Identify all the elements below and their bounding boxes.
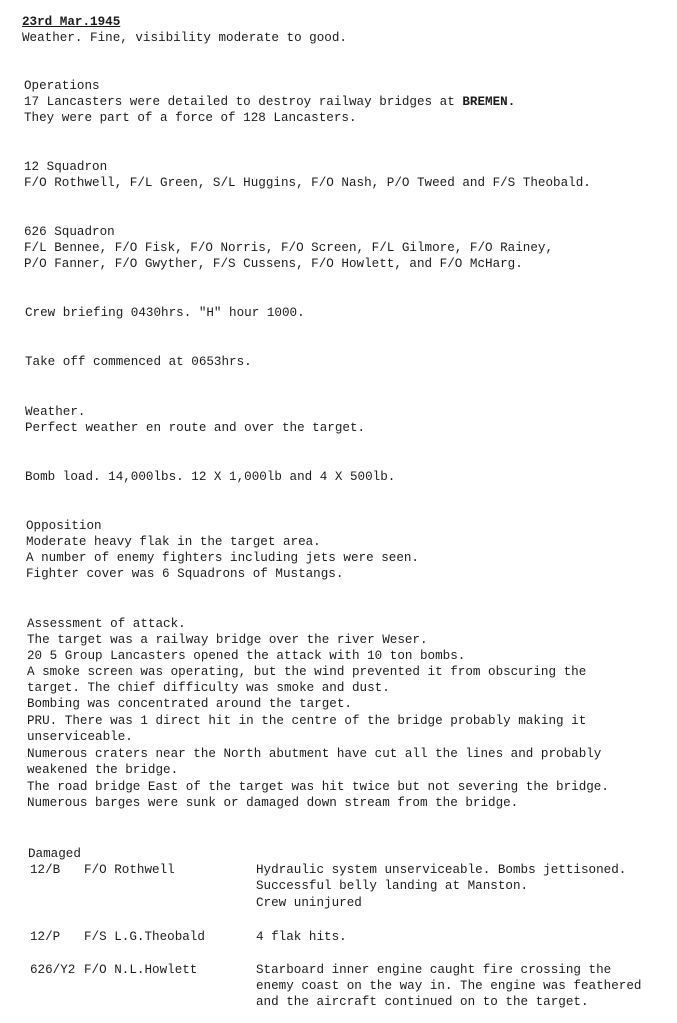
crew-briefing: Crew briefing 0430hrs. "H" hour 1000.	[25, 306, 305, 320]
assessment-line: 20 5 Group Lancasters opened the attack with 10 ton bombs.	[27, 649, 466, 663]
crew-name: F/S L.G.Theobald	[84, 930, 205, 944]
assessment-line: PRU. There was 1 direct hit in the centre of the bridge probably making it	[27, 714, 587, 728]
bomb-load: Bomb load. 14,000lbs. 12 X 1,000lb and 4 X 500lb.	[25, 470, 396, 484]
weather-detail: Perfect weather en route and over the target.	[25, 421, 366, 435]
weather-heading: Weather.	[25, 405, 86, 419]
operations-line-2: They were part of a force of 128 Lancasters.	[24, 111, 357, 125]
damage-note: Crew uninjured	[256, 896, 362, 910]
damage-note: 4 flak hits.	[256, 930, 347, 944]
squadron-626-crews-2: P/O Fanner, F/O Gwyther, F/S Cussens, F/O Howlett, and F/O McHarg.	[24, 257, 523, 271]
damage-note: enemy coast on the way in. The engine was feathered	[256, 979, 642, 993]
squadron-626-heading: 626 Squadron	[24, 225, 115, 239]
opposition-line: A number of enemy fighters including jets were seen.	[26, 551, 419, 565]
report-date: 23rd Mar.1945	[22, 15, 121, 29]
weather-summary: Weather. Fine, visibility moderate to good.	[22, 31, 347, 45]
assessment-line: Bombing was concentrated around the target.	[27, 697, 352, 711]
squadron-12-heading: 12 Squadron	[24, 160, 108, 174]
assessment-heading: Assessment of attack.	[27, 617, 186, 631]
damage-note: Hydraulic system unserviceable. Bombs jettisoned.	[256, 863, 627, 877]
operations-line-1	[24, 94, 515, 110]
opposition-heading: Opposition	[26, 519, 102, 533]
target-name: BREMEN.	[462, 95, 516, 109]
aircraft-code: 12/P	[30, 930, 61, 944]
assessment-line: A smoke screen was operating, but the wind prevented it from obscuring the	[27, 665, 587, 679]
assessment-line: unserviceable.	[27, 730, 133, 744]
assessment-line: The target was a railway bridge over the river Weser.	[27, 633, 428, 647]
take-off: Take off commenced at 0653hrs.	[25, 355, 252, 369]
crew-name: F/O N.L.Howlett	[84, 963, 198, 977]
assessment-line: target. The chief difficulty was smoke and dust.	[27, 681, 390, 695]
operations-heading: Operations	[24, 79, 100, 93]
squadron-12-crews: F/O Rothwell, F/L Green, S/L Huggins, F/O Nash, P/O Tweed and F/S Theobald.	[24, 176, 591, 190]
operations-text: 17 Lancasters were detailed to destroy railway bridges at	[24, 95, 463, 109]
assessment-line: Numerous craters near the North abutment have cut all the lines and probably	[27, 747, 602, 761]
damage-note: Successful belly landing at Manston.	[256, 879, 529, 893]
assessment-line: weakened the bridge.	[27, 763, 179, 777]
damage-note: and the aircraft continued on to the target.	[256, 995, 589, 1009]
opposition-line: Fighter cover was 6 Squadrons of Mustangs.	[26, 567, 344, 581]
squadron-626-crews-1: F/L Bennee, F/O Fisk, F/O Norris, F/O Screen, F/L Gilmore, F/O Rainey,	[24, 241, 554, 255]
damage-note: Starboard inner engine caught fire crossing the	[256, 963, 612, 977]
assessment-line: The road bridge East of the target was hit twice but not severing the bridge.	[27, 780, 609, 794]
crew-name: F/O Rothwell	[84, 863, 175, 877]
aircraft-code: 626/Y2	[30, 963, 76, 977]
aircraft-code: 12/B	[30, 863, 61, 877]
assessment-line: Numerous barges were sunk or damaged down stream from the bridge.	[27, 796, 519, 810]
opposition-line: Moderate heavy flak in the target area.	[26, 535, 321, 549]
damaged-heading: Damaged	[28, 847, 81, 861]
